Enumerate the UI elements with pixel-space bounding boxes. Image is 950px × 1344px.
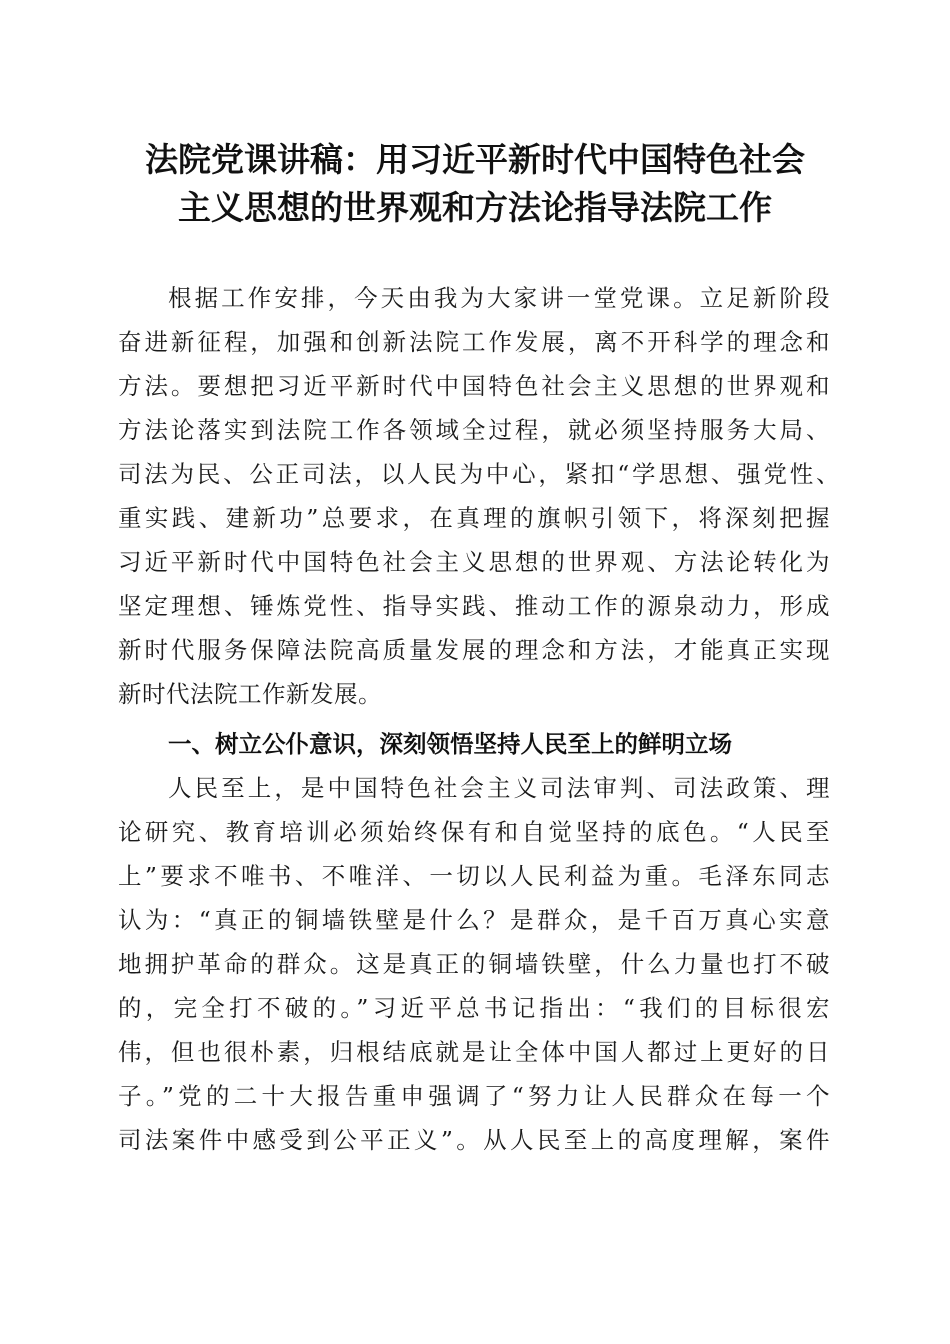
paragraph-1-line: 方法。要想把习近平新时代中国特色社会主义思想的世界观和 (118, 372, 830, 400)
paragraph-1-line: 司法为民、公正司法，以人民为中心，紧扣“学思想、强党性、 (118, 460, 840, 488)
paragraph-1-line: 新时代服务保障法院高质量发展的理念和方法，才能真正实现 (118, 636, 830, 664)
paragraph-1-line: 重实践、建新功”总要求，在真理的旗帜引领下，将深刻把握 (118, 504, 830, 532)
paragraph-2-line: 认为：“真正的铜墙铁壁是什么？是群众，是千百万真心实意 (118, 906, 830, 934)
paragraph-1-line: 坚定理想、锤炼党性、指导实践、推动工作的源泉动力，形成 (118, 592, 830, 620)
paragraph-2-line: 的，完全打不破的。”习近平总书记指出：“我们的目标很宏 (118, 994, 830, 1022)
paragraph-1-line: 根据工作安排，今天由我为大家讲一堂党课。立足新阶段 (168, 284, 830, 312)
paragraph-2-line: 人民至上，是中国特色社会主义司法审判、司法政策、理 (168, 774, 830, 802)
paragraph-2-line: 论研究、教育培训必须始终保有和自觉坚持的底色。“人民至 (118, 818, 830, 846)
paragraph-1-line: 习近平新时代中国特色社会主义思想的世界观、方法论转化为 (118, 548, 830, 576)
paragraph-2-line: 子。”党的二十大报告重申强调了“努力让人民群众在每一个 (118, 1082, 830, 1110)
document-title-line-2: 主义思想的世界观和方法论指导法院工作 (178, 188, 772, 227)
document-title-line-1: 法院党课讲稿：用习近平新时代中国特色社会 (145, 140, 805, 179)
paragraph-1-line: 奋进新征程，加强和创新法院工作发展，离不开科学的理念和 (118, 328, 830, 356)
paragraph-2-line: 上”要求不唯书、不唯洋、一切以人民利益为重。毛泽东同志 (118, 862, 830, 890)
paragraph-2-line: 地拥护革命的群众。这是真正的铜墙铁壁，什么力量也打不破 (118, 950, 830, 978)
paragraph-2-line: 伟，但也很朴素，归根结底就是让全体中国人都过上更好的日 (118, 1038, 830, 1066)
section-heading-1: 一、树立公仆意识，深刻领悟坚持人民至上的鲜明立场 (168, 730, 732, 758)
paragraph-2-line: 司法案件中感受到公平正义”。从人民至上的高度理解，案件 (118, 1126, 830, 1154)
paragraph-1-line: 方法论落实到法院工作各领域全过程，就必须坚持服务大局、 (118, 416, 830, 444)
paragraph-1-line: 新时代法院工作新发展。 (118, 680, 382, 708)
